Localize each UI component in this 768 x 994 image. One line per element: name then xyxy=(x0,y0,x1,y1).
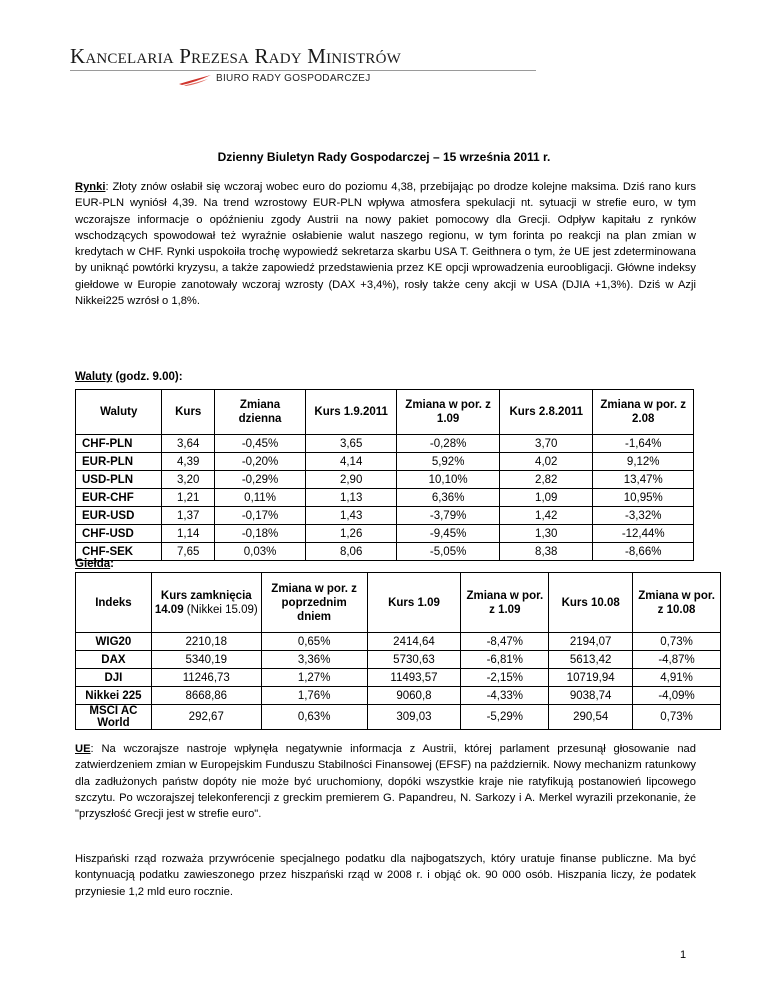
waluty-value-cell: 8,38 xyxy=(500,543,593,561)
waluty-row xyxy=(76,435,694,453)
header-rule xyxy=(70,70,536,71)
waluty-header-cell: Kurs xyxy=(162,390,215,435)
waluty-header-cell: Zmiana w por. z 2.08 xyxy=(593,390,694,435)
gielda-value-cell: -4,33% xyxy=(461,687,549,705)
organization-name: Kancelaria Prezesa Rady Ministrów xyxy=(70,44,402,68)
gielda-index-cell: Nikkei 225 xyxy=(76,687,152,705)
rynki-paragraph xyxy=(75,179,696,309)
waluty-value-cell: -0,28% xyxy=(397,435,500,453)
gielda-value-cell: 5340,19 xyxy=(151,651,261,669)
waluty-value-cell: -8,66% xyxy=(593,543,694,561)
gielda-value-cell: 2194,07 xyxy=(549,633,633,651)
ue-paragraph xyxy=(75,741,696,822)
gielda-header-kurs-zamkniecia-bold: Kurs zamknięcia 14.09 xyxy=(154,589,252,616)
logo-swoosh-icon xyxy=(178,74,212,86)
gielda-header-zmiana-109: Zmiana w por. z 1.09 xyxy=(461,573,549,633)
waluty-value-cell: 13,47% xyxy=(593,471,694,489)
gielda-value-cell: 290,54 xyxy=(549,705,633,730)
waluty-time: (godz. 9.00): xyxy=(112,371,183,383)
gielda-value-cell: 1,76% xyxy=(261,687,367,705)
hiszpania-paragraph xyxy=(75,851,696,900)
gielda-header-kurs-1008: Kurs 10.08 xyxy=(549,573,633,633)
gielda-value-cell: 11493,57 xyxy=(367,669,461,687)
waluty-value-cell: -1,64% xyxy=(593,435,694,453)
waluty-heading xyxy=(75,371,183,383)
gielda-value-cell: -4,87% xyxy=(633,651,721,669)
waluty-row xyxy=(76,525,694,543)
waluty-value-cell: 5,92% xyxy=(397,453,500,471)
waluty-value-cell: 0,11% xyxy=(215,489,306,507)
gielda-header-zmiana-1008: Zmiana w por. z 10.08 xyxy=(633,573,721,633)
gielda-value-cell: 309,03 xyxy=(367,705,461,730)
waluty-value-cell: 1,42 xyxy=(500,507,593,525)
waluty-value-cell: -0,18% xyxy=(215,525,306,543)
waluty-value-cell: 7,65 xyxy=(162,543,215,561)
ue-label: UE xyxy=(75,743,91,755)
waluty-header-row xyxy=(76,390,694,435)
waluty-row xyxy=(76,543,694,561)
gielda-header-kurs-zamkniecia-note: (Nikkei 15.09) xyxy=(183,603,258,616)
bulletin-title: Dzienny Biuletyn Rady Gospodarczej – 15 września 2011 r. xyxy=(217,150,551,164)
gielda-table xyxy=(75,572,721,730)
waluty-pair-cell: EUR-CHF xyxy=(76,489,162,507)
waluty-header-cell: Zmiana w por. z 1.09 xyxy=(397,390,500,435)
waluty-value-cell: -3,79% xyxy=(397,507,500,525)
gielda-index-cell: DJI xyxy=(76,669,152,687)
gielda-value-cell: 292,67 xyxy=(151,705,261,730)
waluty-value-cell: -9,45% xyxy=(397,525,500,543)
gielda-value-cell: 10719,94 xyxy=(549,669,633,687)
gielda-value-cell: -6,81% xyxy=(461,651,549,669)
waluty-value-cell: 3,70 xyxy=(500,435,593,453)
gielda-heading xyxy=(75,558,114,570)
gielda-value-cell: 0,73% xyxy=(633,633,721,651)
waluty-row xyxy=(76,453,694,471)
waluty-value-cell: 1,37 xyxy=(162,507,215,525)
waluty-label: Waluty xyxy=(75,371,113,383)
page-number: 1 xyxy=(680,949,687,961)
gielda-value-cell: 5613,42 xyxy=(549,651,633,669)
waluty-value-cell: 3,65 xyxy=(306,435,397,453)
gielda-row xyxy=(76,651,721,669)
waluty-value-cell: 1,30 xyxy=(500,525,593,543)
gielda-value-cell: 0,63% xyxy=(261,705,367,730)
gielda-header-indeks: Indeks xyxy=(76,573,152,633)
waluty-pair-cell: EUR-USD xyxy=(76,507,162,525)
waluty-value-cell: 0,03% xyxy=(215,543,306,561)
waluty-header-cell: Kurs 1.9.2011 xyxy=(306,390,397,435)
gielda-value-cell: 4,91% xyxy=(633,669,721,687)
ue-text: : Na wczorajsze nastroje wpłynęła negatywnie informacja z Austrii, której parlament przesunął głosowanie nad zatwierdzeniem zmian w Europejskim Funduszu Stabilności Finansowej (EFSF) na październik. Nowy mechanizm ratunkowy dla zadłużonych państw dopóty nie może być uruchomiony, dopóki wszystkie kraje nie ratyfikują postanowień lipcowego szczytu. Po wczorajszej telekonferencji z greckim premierem G. Papandreu, N. Sarkozy i A. Merkel wyrazili przekonanie, że "przyszłość Grecji jest w strefie euro". xyxy=(75,743,696,821)
gielda-row xyxy=(76,669,721,687)
waluty-value-cell: 4,39 xyxy=(162,453,215,471)
waluty-value-cell: 3,20 xyxy=(162,471,215,489)
gielda-value-cell: 9060,8 xyxy=(367,687,461,705)
rynki-text: : Złoty znów osłabił się wczoraj wobec euro do poziomu 4,38, przebijając po drodze kolejne maksima. Dziś rano kurs EUR-PLN wyniósł 4,39. Na trend wzrostowy EUR-PLN wpływa atmosfera spekulacji nt. sytuacji w strefie euro, w tym wczorajsze informacje o opóźnieniu zgody Austrii na nowy pakiet pomocowy dla Grecji. Odpływ kapitału z rynków wschodzących spowodował też wyraźnie osłabienie walut naszego regionu, w tym forinta po reakcji na plan zmian w kredytach w CHF. Rynki uspokoiła trochę wypowiedź sekretarza skarbu USA T. Geithnera o tym, że UE jest zdeterminowana by uniknąć powtórki kryzysu, a także zapowiedź przedstawienia przez KE opcji wprowadzenia euroobligacji. Główne indeksy giełdowe w Europie zanotowały wczoraj wzrosty (DAX +3,4%), rosły także ceny akcji w USA (DJIA +1,3%). Dziś w Azji Nikkei225 wzrósł o 1,8%. xyxy=(75,181,696,308)
gielda-row xyxy=(76,705,721,730)
waluty-value-cell: 9,12% xyxy=(593,453,694,471)
waluty-value-cell: 1,21 xyxy=(162,489,215,507)
waluty-pair-cell: EUR-PLN xyxy=(76,453,162,471)
waluty-pair-cell: CHF-USD xyxy=(76,525,162,543)
waluty-row xyxy=(76,471,694,489)
waluty-value-cell: -0,20% xyxy=(215,453,306,471)
waluty-value-cell: 2,90 xyxy=(306,471,397,489)
waluty-pair-cell: CHF-SEK xyxy=(76,543,162,561)
waluty-value-cell: 4,14 xyxy=(306,453,397,471)
department-name: BIURO RADY GOSPODARCZEJ xyxy=(216,73,371,84)
waluty-pair-cell: CHF-PLN xyxy=(76,435,162,453)
waluty-value-cell: 10,95% xyxy=(593,489,694,507)
gielda-header-row xyxy=(76,573,721,633)
waluty-row xyxy=(76,489,694,507)
waluty-header-cell: Kurs 2.8.2011 xyxy=(500,390,593,435)
waluty-value-cell: 8,06 xyxy=(306,543,397,561)
gielda-index-cell: DAX xyxy=(76,651,152,669)
gielda-label: Giełda xyxy=(75,558,111,570)
waluty-value-cell: -0,45% xyxy=(215,435,306,453)
waluty-value-cell: 3,64 xyxy=(162,435,215,453)
gielda-value-cell: 5730,63 xyxy=(367,651,461,669)
gielda-value-cell: -5,29% xyxy=(461,705,549,730)
waluty-value-cell: 1,09 xyxy=(500,489,593,507)
gielda-header-kurs-109: Kurs 1.09 xyxy=(367,573,461,633)
gielda-value-cell: 3,36% xyxy=(261,651,367,669)
waluty-value-cell: 1,14 xyxy=(162,525,215,543)
gielda-value-cell: 0,65% xyxy=(261,633,367,651)
gielda-value-cell: 0,73% xyxy=(633,705,721,730)
waluty-header-cell: Zmiana dzienna xyxy=(215,390,306,435)
gielda-value-cell: -8,47% xyxy=(461,633,549,651)
waluty-value-cell: -0,29% xyxy=(215,471,306,489)
waluty-body xyxy=(76,435,694,561)
gielda-row xyxy=(76,633,721,651)
gielda-value-cell: 9038,74 xyxy=(549,687,633,705)
hiszpania-text: Hiszpański rząd rozważa przywrócenie specjalnego podatku dla najbogatszych, który uratuje finanse publiczne. Ma być kontynuacją podatku zawieszonego przez hiszpański rząd w 2008 r. i objąć ok. 90 000 osób. Hiszpania liczy, że podatek przyniesie 1,2 mld euro rocznie. xyxy=(75,853,696,898)
waluty-value-cell: 4,02 xyxy=(500,453,593,471)
gielda-value-cell: -2,15% xyxy=(461,669,549,687)
waluty-value-cell: 1,13 xyxy=(306,489,397,507)
waluty-value-cell: -5,05% xyxy=(397,543,500,561)
waluty-row xyxy=(76,507,694,525)
rynki-label: Rynki xyxy=(75,181,106,193)
gielda-index-cell: MSCI AC World xyxy=(76,705,152,730)
waluty-value-cell: 10,10% xyxy=(397,471,500,489)
waluty-value-cell: -12,44% xyxy=(593,525,694,543)
gielda-value-cell: -4,09% xyxy=(633,687,721,705)
waluty-value-cell: 1,26 xyxy=(306,525,397,543)
gielda-value-cell: 1,27% xyxy=(261,669,367,687)
gielda-value-cell: 2414,64 xyxy=(367,633,461,651)
gielda-value-cell: 11246,73 xyxy=(151,669,261,687)
gielda-row xyxy=(76,687,721,705)
gielda-header-zmiana-poprz: Zmiana w por. z poprzednim dniem xyxy=(261,573,367,633)
gielda-value-cell: 8668,86 xyxy=(151,687,261,705)
waluty-value-cell: -0,17% xyxy=(215,507,306,525)
waluty-table xyxy=(75,389,694,561)
waluty-value-cell: 6,36% xyxy=(397,489,500,507)
gielda-body xyxy=(76,633,721,730)
waluty-pair-cell: USD-PLN xyxy=(76,471,162,489)
waluty-value-cell: -3,32% xyxy=(593,507,694,525)
gielda-colon: : xyxy=(110,558,114,570)
gielda-value-cell: 2210,18 xyxy=(151,633,261,651)
gielda-header-kurs-zamkniecia xyxy=(151,573,261,633)
waluty-header-cell: Waluty xyxy=(76,390,162,435)
waluty-value-cell: 1,43 xyxy=(306,507,397,525)
waluty-value-cell: 2,82 xyxy=(500,471,593,489)
gielda-index-cell: WIG20 xyxy=(76,633,152,651)
